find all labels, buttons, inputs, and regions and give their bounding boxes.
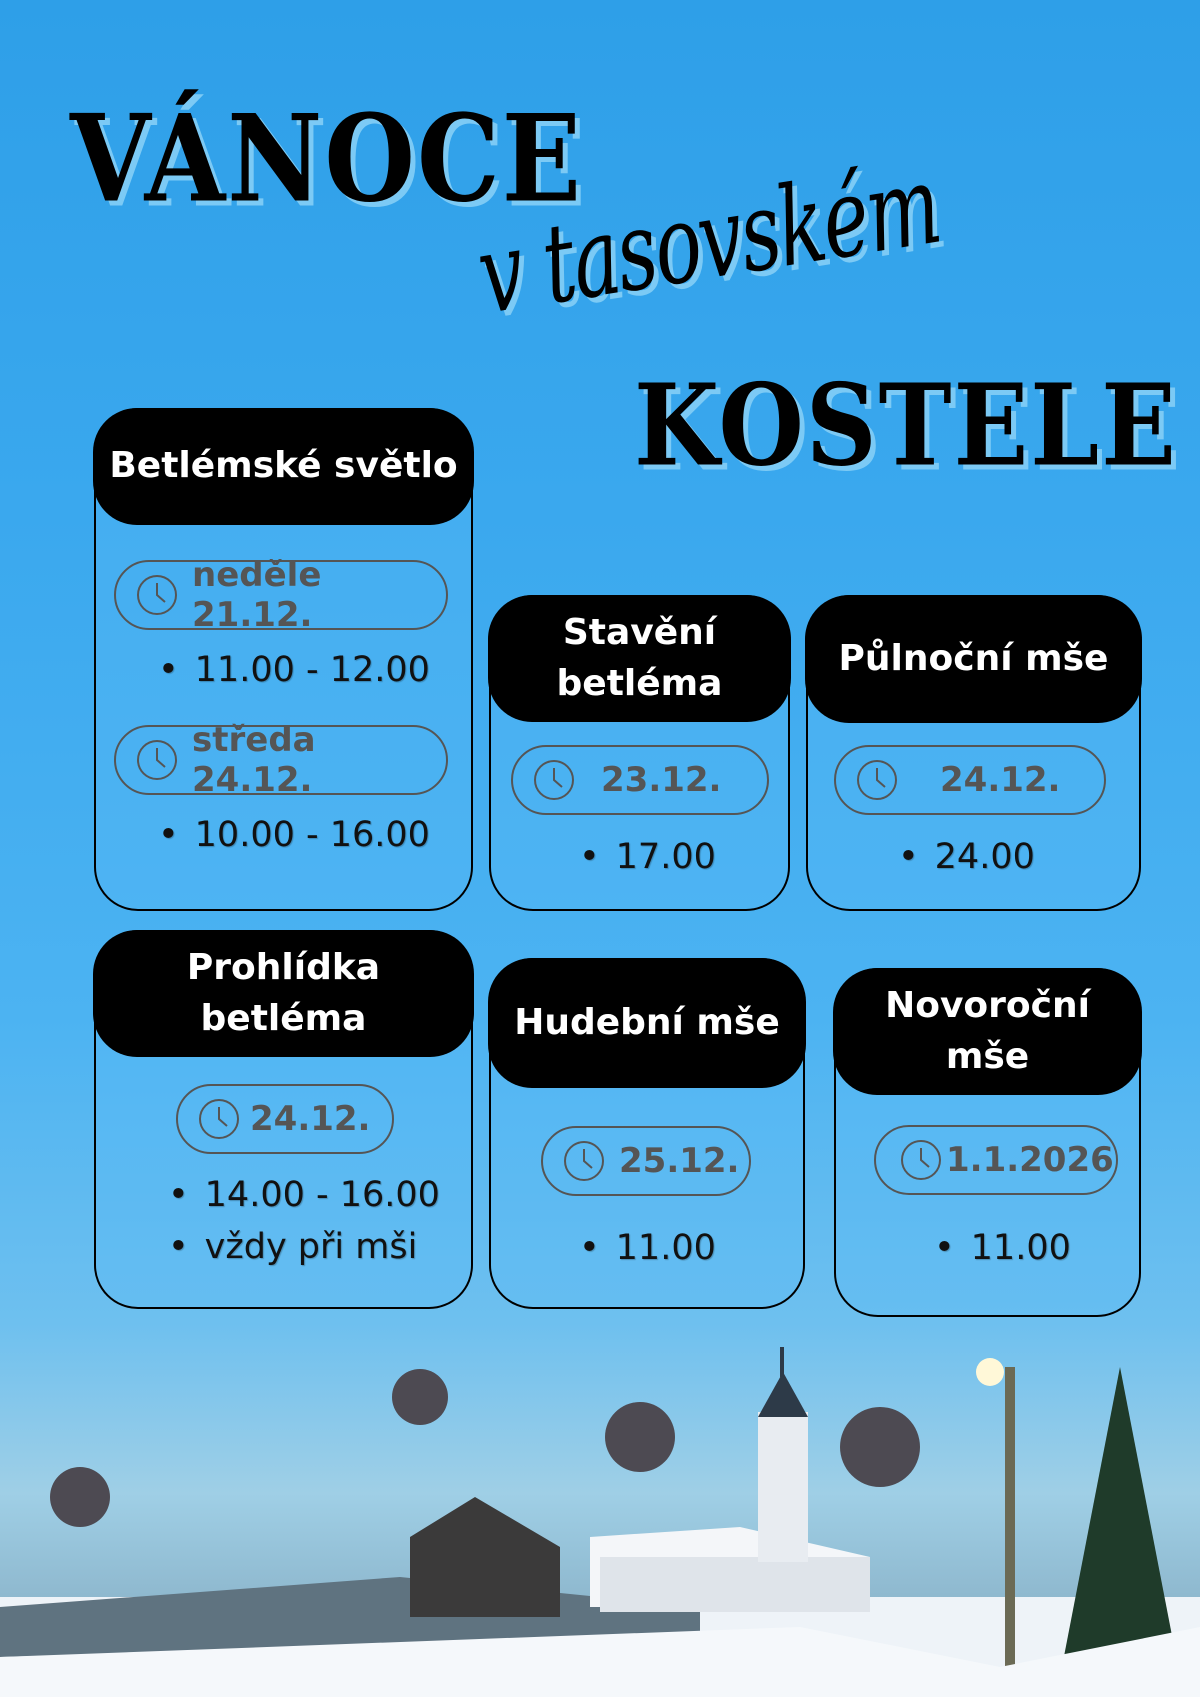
date-text: 25.12. [619,1141,740,1181]
time-item: • 17.00 [579,837,716,877]
event-title: Prohlídka betléma [93,930,474,1057]
date-text: 23.12. [601,760,722,800]
date-text: středa 24.12. [192,720,316,800]
event-card-pulnocni-mse [806,595,1141,911]
date-pill [114,720,448,800]
event-card-hudebni-mse [489,958,805,1309]
clock-icon [563,1140,605,1182]
event-card-staveni-betlema [489,595,790,911]
event-card-betlemske-svetlo [94,408,473,911]
title-kostele: KOSTELE [634,360,1178,493]
clock-icon [900,1139,942,1181]
date-text: 24.12. [940,760,1061,800]
clock-icon [856,759,898,801]
time-item: • 14.00 - 16.00 [168,1175,440,1215]
time-item: • vždy při mši [168,1227,417,1267]
clock-icon [533,759,575,801]
event-title: Hudební mše [488,958,806,1088]
time-item: • 11.00 - 12.00 [158,650,430,690]
title-vanoce: VÁNOCE [70,88,584,230]
time-item: • 24.00 [898,837,1035,877]
event-card-novorocni-mse [834,968,1141,1317]
event-title: Betlémské světlo [93,408,474,525]
time-item: • 11.00 [934,1228,1071,1268]
date-pill [114,555,448,635]
event-title: Půlnoční mše [805,595,1142,723]
event-card-prohlidka-betlema [94,930,473,1309]
date-pill [874,1125,1118,1195]
clock-icon [136,739,178,781]
village-church-winter-photo [0,1277,1200,1697]
clock-icon [198,1098,240,1140]
date-pill [834,745,1106,815]
date-pill [541,1126,751,1196]
date-pill [511,745,769,815]
title-v-tasovskem: v tasovském [470,142,948,340]
date-pill [176,1084,394,1154]
event-title: Novoroční mše [833,968,1142,1095]
date-text: neděle 21.12. [192,555,322,635]
clock-icon [136,574,178,616]
time-item: • 10.00 - 16.00 [158,815,430,855]
date-text: 24.12. [250,1099,371,1139]
event-title: Stavění betléma [488,595,791,722]
time-item: • 11.00 [579,1228,716,1268]
date-text: 1.1.2026 [946,1140,1114,1180]
